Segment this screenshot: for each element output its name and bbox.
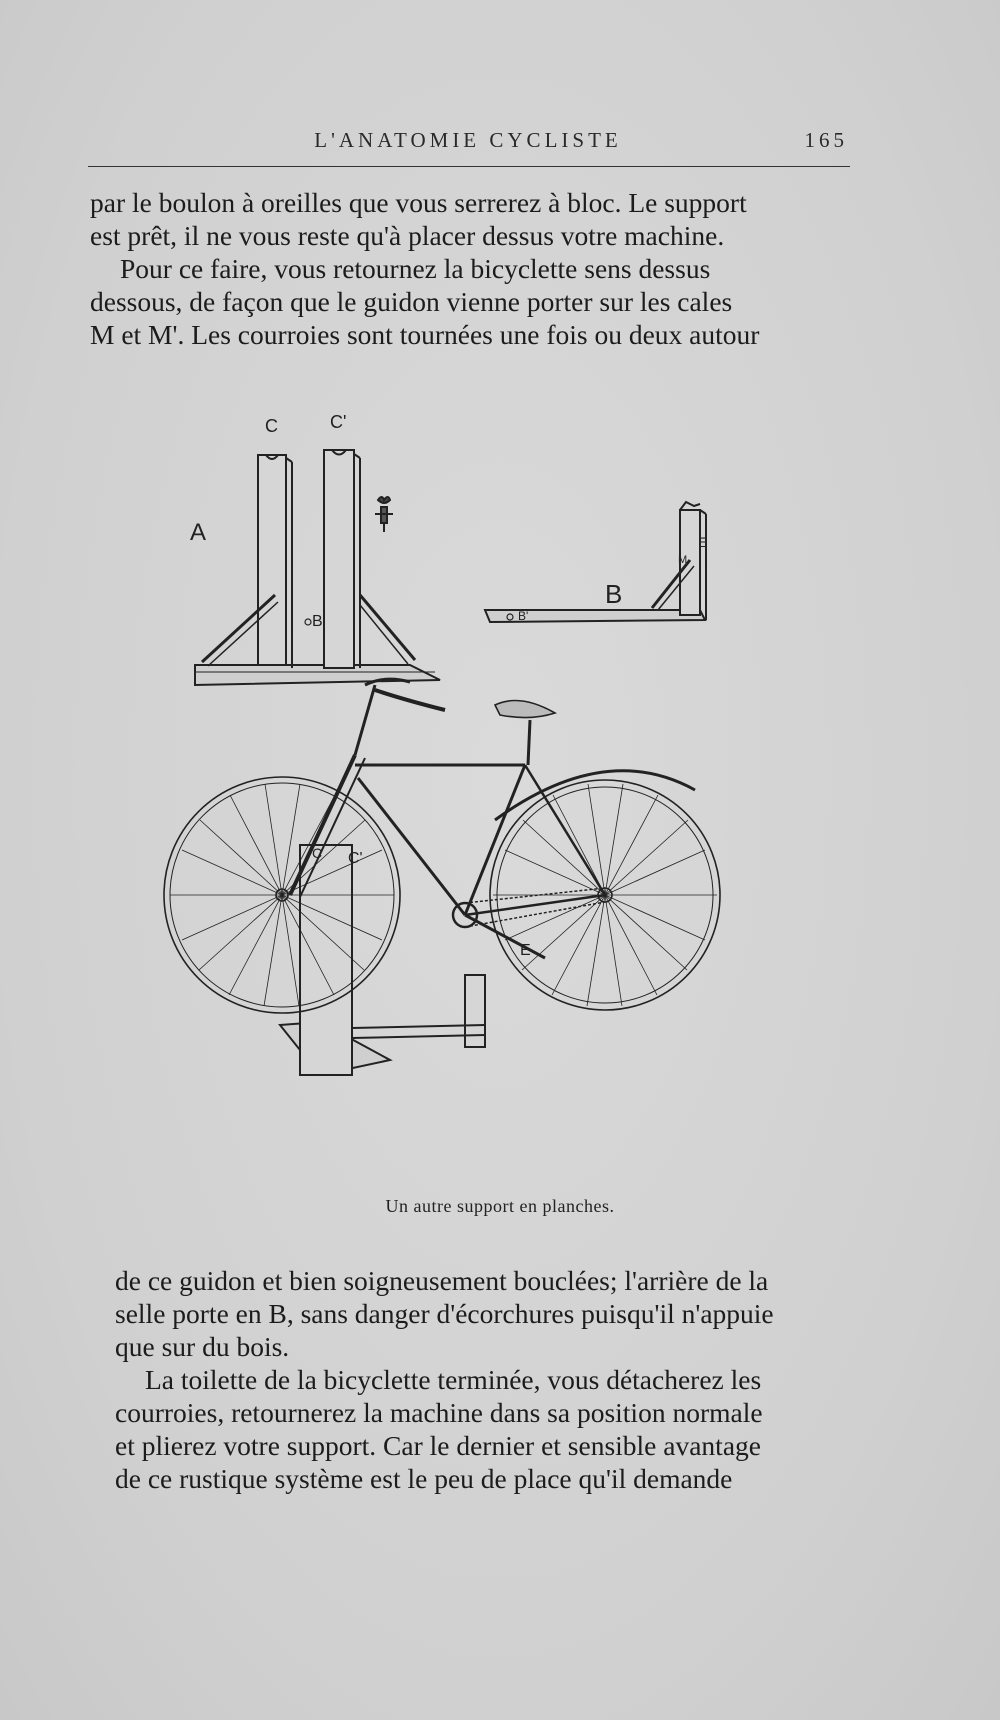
upright-c (258, 455, 286, 665)
text-line: de ce rustique système est le peu de place qu'il demande (115, 1463, 733, 1494)
assembled-stand (280, 845, 485, 1075)
label-c: C (265, 416, 278, 436)
text-line: est prêt, il ne vous reste qu'à placer dessus votre machine. (90, 220, 725, 251)
text-line: dessous, de façon que le guidon vienne porter sur les cales (90, 286, 733, 317)
text-line: et plierez votre support. Car le dernier et sensible avantage (115, 1430, 761, 1461)
text-line: La toilette de la bicyclette terminée, vous détacherez les (145, 1364, 762, 1395)
label-a: A (190, 519, 207, 546)
label-m: M (678, 554, 688, 566)
plank-a-base (195, 665, 440, 685)
upright-c-prime (324, 450, 354, 668)
text-line: selle porte en B, sans danger d'écorchures puisqu'il n'appuie (115, 1298, 774, 1329)
label-hole-b: B (312, 613, 323, 630)
page-number: 165 (804, 128, 848, 152)
label-c-prime: C' (330, 412, 347, 432)
text-line: que sur du bois. (115, 1331, 290, 1362)
label-assembled-c: C (312, 845, 323, 861)
paragraph-top (90, 186, 850, 351)
text-line: de ce guidon et bien soigneusement bouclées; l'arrière de la (115, 1265, 769, 1296)
label-b: B (605, 579, 623, 609)
label-e: E (698, 534, 708, 550)
engraving (160, 410, 820, 1190)
running-header (88, 128, 848, 158)
text-line: M et M'. Les courroies sont tournées une fois ou deux autour (90, 319, 760, 350)
label-assembled-e: E (520, 942, 531, 959)
wing-bolt-icon (375, 497, 393, 532)
text-line: Pour ce faire, vous retournez la bicyclette sens dessus (120, 253, 711, 284)
label-hole-b-prime: B' (518, 609, 529, 623)
label-assembled-c-prime: C' (348, 850, 363, 867)
figure-caption: Un autre support en planches. (385, 1196, 615, 1216)
bicycle-icon (164, 679, 720, 1013)
running-title: L'ANATOMIE CYCLISTE (314, 128, 622, 152)
header-rule (88, 166, 850, 167)
bicycle-stand-illustration (160, 410, 820, 1200)
paragraph-bottom (115, 1264, 875, 1495)
text-line: courroies, retournerez la machine dans sa position normale (115, 1397, 763, 1428)
text-line: par le boulon à oreilles que vous serrerez à bloc. Le support (90, 187, 747, 218)
